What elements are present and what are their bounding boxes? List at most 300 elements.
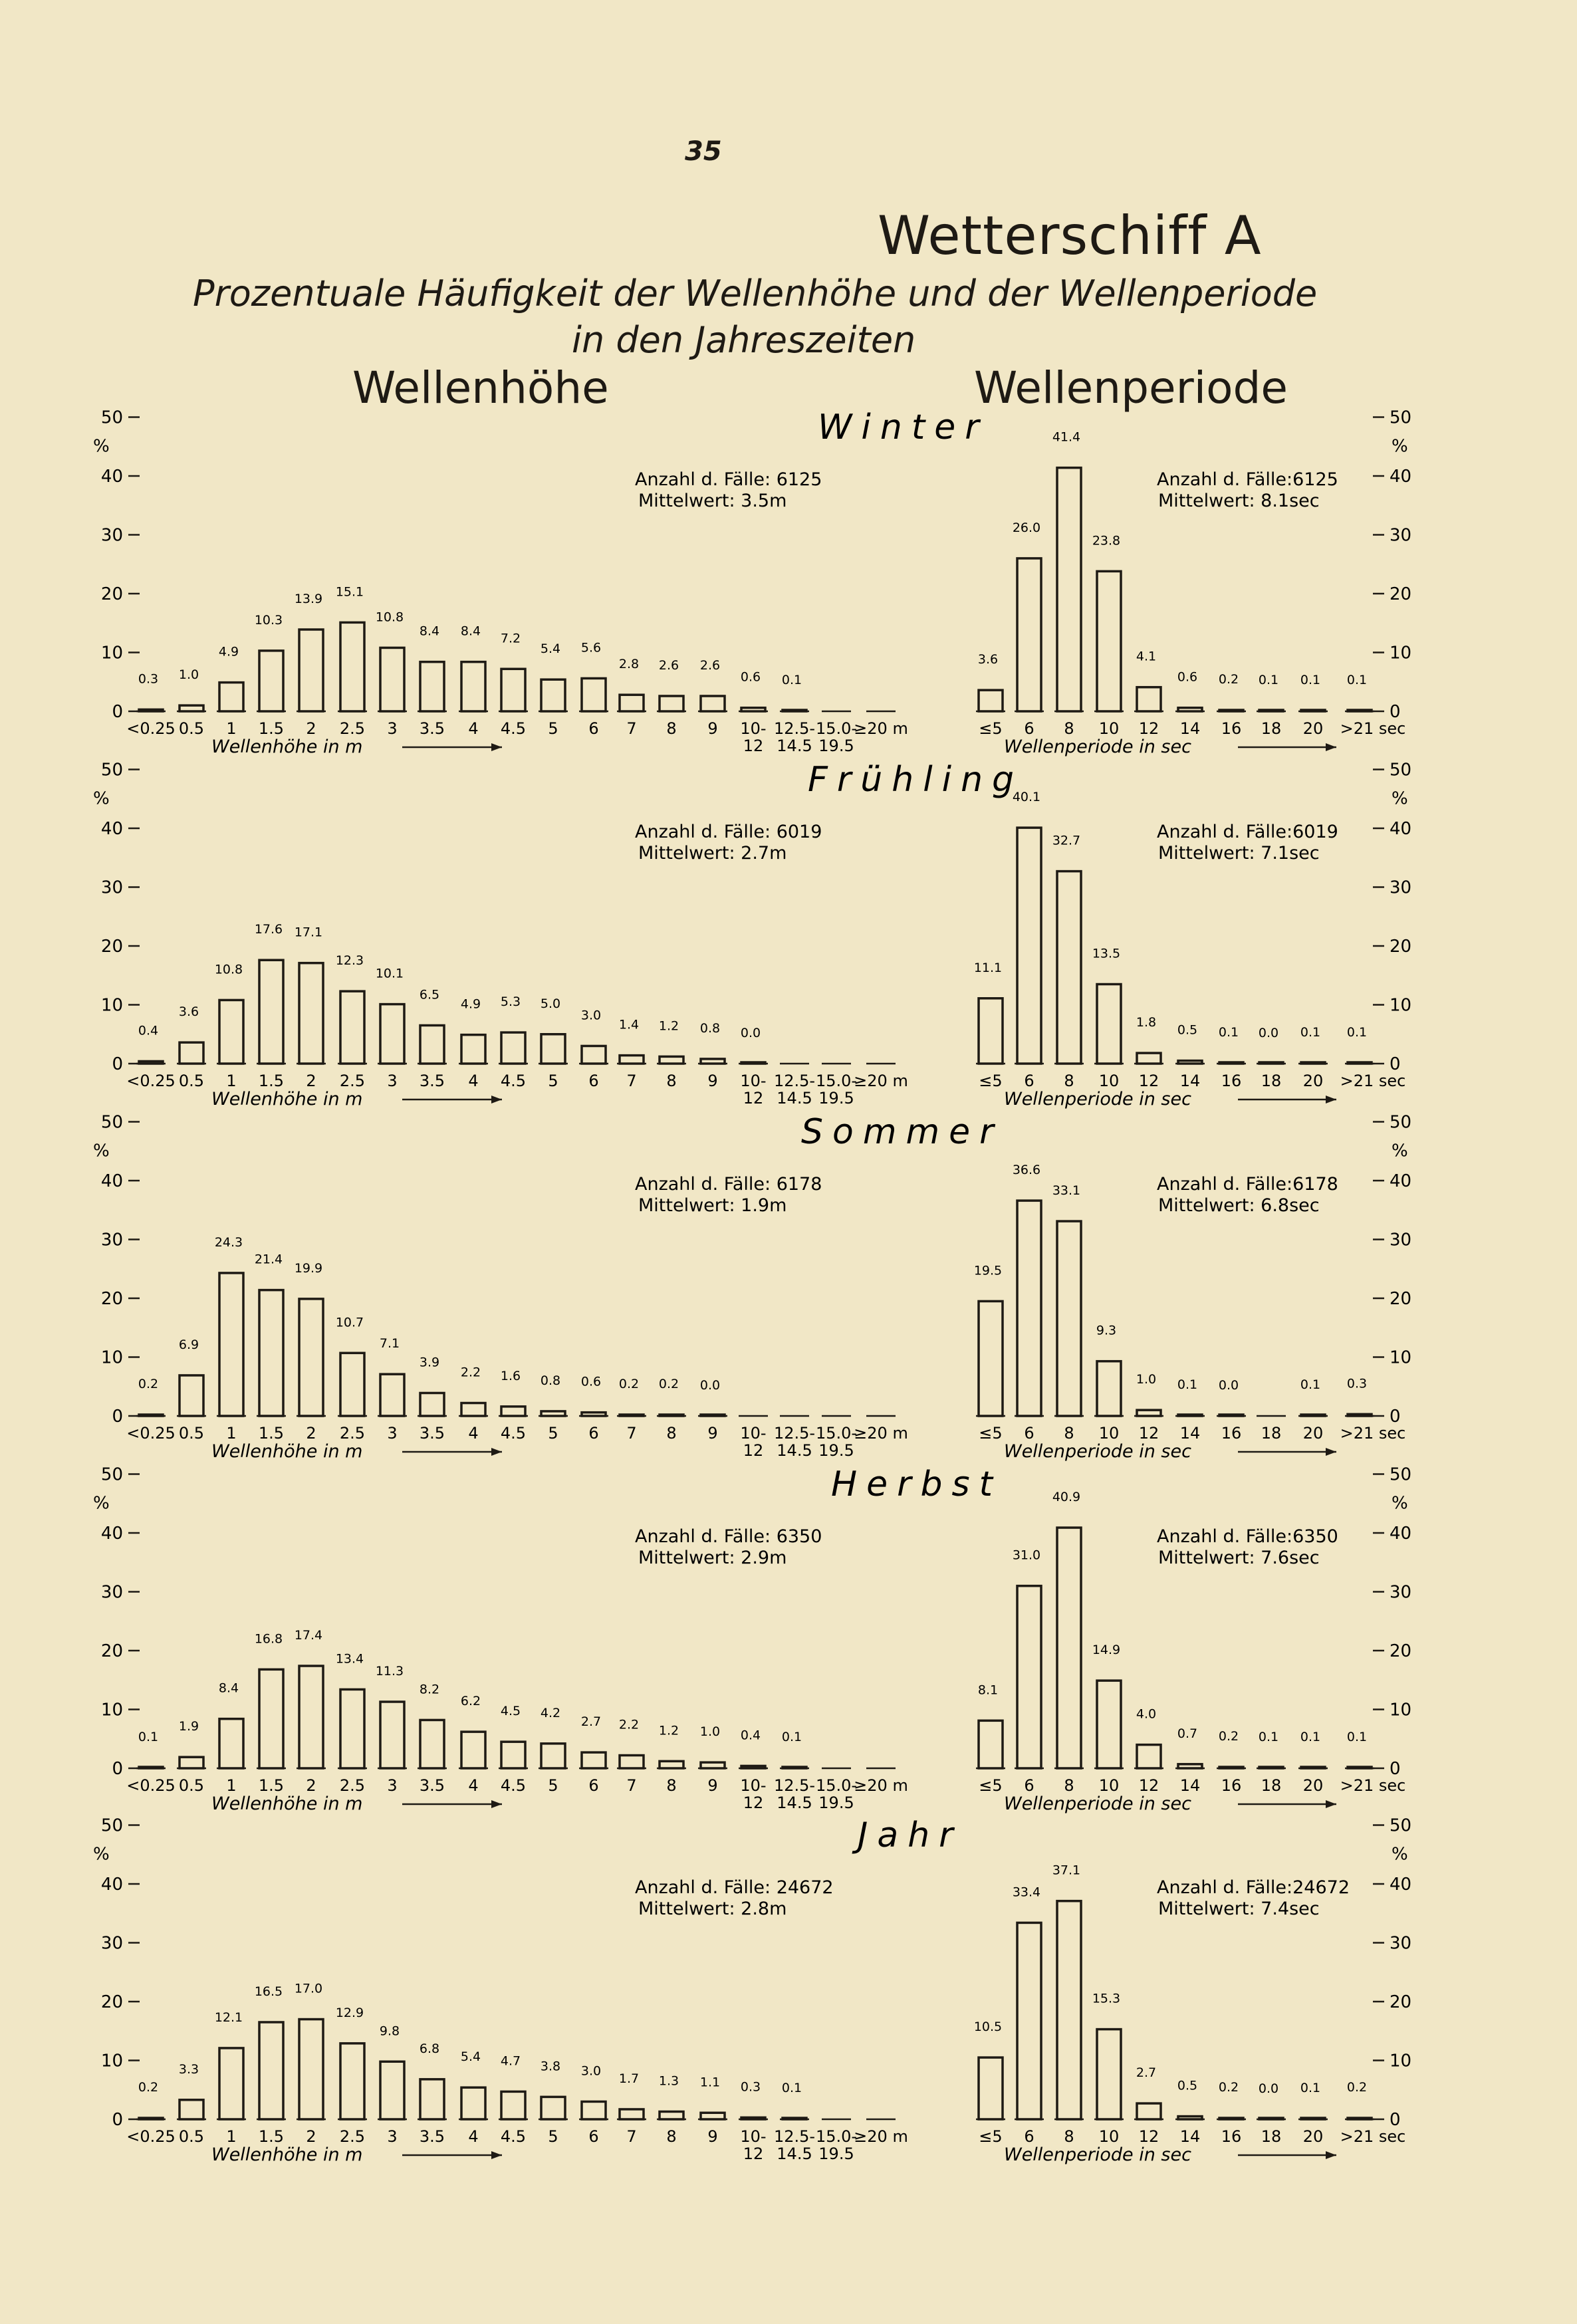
wave-period-value-label: 36.6	[1012, 1163, 1041, 1178]
wave-period-category-label: 10	[1098, 1072, 1120, 1090]
wave-height-category-label: 7	[626, 1424, 637, 1443]
wave-period-value-label: 0.1	[1300, 673, 1321, 688]
wave-height-category-label: 3.5	[419, 1424, 445, 1443]
wave-period-category-label: 20	[1302, 1072, 1324, 1090]
wave-height-category-label: 6	[588, 2127, 599, 2146]
percent-unit-right: %	[1392, 1493, 1408, 1514]
wave-height-bar	[219, 683, 243, 711]
wave-height-category-label: 8	[666, 1424, 677, 1443]
wave-height-value-label: 5.4	[540, 641, 561, 657]
wave-period-bar	[1097, 1681, 1121, 1768]
wave-height-category-label: 5	[548, 1072, 558, 1090]
mean-label-right: Mittelwert: 8.1sec	[1158, 491, 1320, 511]
mean-label-left: Mittelwert: 3.5m	[638, 491, 787, 511]
wave-height-category-label: 9	[707, 719, 718, 738]
wave-height-bar	[501, 669, 525, 711]
wave-period-category-label: 18	[1261, 719, 1282, 738]
wave-height-category-label: 8	[666, 1072, 677, 1090]
wave-height-value-label: 2.2	[618, 1717, 640, 1732]
wave-period-bar	[1137, 1745, 1161, 1768]
wave-period-bar	[1057, 1528, 1081, 1768]
wave-period-value-label: 0.1	[1346, 1025, 1368, 1040]
y-tick-label-left: 30	[100, 1230, 123, 1250]
y-tick-label-right: 20	[1390, 937, 1412, 957]
wave-height-bar	[701, 2113, 725, 2119]
page-title: Wetterschiff A	[878, 205, 1262, 267]
wave-period-category-label: 16	[1221, 1072, 1242, 1090]
wave-height-category-label: 15.0-	[815, 2127, 858, 2146]
x-axis-arrowhead-right	[1326, 1800, 1336, 1808]
percent-unit-right: %	[1392, 1844, 1408, 1865]
wave-height-bar	[620, 1415, 644, 1416]
wave-height-bar	[420, 1393, 444, 1416]
wave-height-axis-title: Wellenhöhe in m	[211, 737, 363, 757]
wave-height-value-label: 1.0	[178, 667, 199, 683]
wave-height-category-label: <0.25	[126, 1424, 176, 1443]
wave-height-bar	[660, 2111, 683, 2119]
wave-height-category-label: 2.5	[339, 2127, 366, 2146]
wave-height-category-label: 7	[626, 2127, 637, 2146]
wave-height-category-label: 4	[468, 1072, 479, 1090]
wave-height-bar	[582, 2101, 606, 2119]
wave-height-value-label: 6.2	[460, 1694, 481, 1709]
subtitle-line-2: in den Jahreszeiten	[572, 319, 916, 361]
season-label: Frühling	[808, 760, 1024, 800]
x-axis-arrowhead-right	[1326, 1448, 1336, 1456]
wave-height-category-label: 1	[226, 1424, 237, 1443]
wave-height-value-label: 12.1	[214, 2010, 243, 2025]
wave-height-category-label: 7	[626, 719, 637, 738]
wave-period-value-label: 8.1	[977, 1683, 999, 1698]
wave-height-category-label: 9	[707, 1072, 718, 1090]
wave-height-category-label: 9	[707, 1424, 718, 1443]
wave-height-value-label: 10.8	[214, 962, 243, 977]
cases-label-right: Anzahl d. Fälle:6350	[1157, 1526, 1338, 1547]
wave-height-category-label: 4	[468, 2127, 479, 2146]
wave-height-category-label: 6	[588, 1776, 599, 1795]
wave-height-bar	[180, 2100, 203, 2119]
x-axis-arrowhead-left	[491, 1096, 502, 1104]
wave-height-category-label: 7	[626, 1776, 637, 1795]
wave-height-category-label: 1.5	[258, 1424, 285, 1443]
wave-period-bar	[979, 2057, 1003, 2119]
wave-height-category-label: 2	[306, 2127, 316, 2146]
wave-height-category-label: 1.5	[258, 2127, 285, 2146]
wave-period-category-label: 14	[1179, 1776, 1201, 1795]
wave-height-category-label: ≥20 m	[854, 1072, 908, 1090]
season-label: Winter	[818, 407, 989, 447]
wave-height-value-label: 8.4	[218, 1681, 239, 1696]
right-column-heading: Wellenperiode	[974, 362, 1288, 413]
wave-height-axis-title: Wellenhöhe in m	[211, 2145, 363, 2165]
percent-unit-right: %	[1392, 436, 1408, 457]
wave-height-bar	[299, 630, 323, 711]
wave-height-value-label: 4.9	[218, 644, 239, 659]
wave-period-bar	[979, 1301, 1003, 1416]
wave-height-bar	[501, 1742, 525, 1768]
wave-period-category-label: 16	[1221, 719, 1242, 738]
wave-period-value-label: 4.1	[1136, 649, 1157, 664]
wave-period-value-label: 4.0	[1136, 1706, 1157, 1722]
wave-period-bar	[1219, 1415, 1243, 1416]
wave-height-category-label: 10-	[740, 1424, 767, 1443]
left-column-heading: Wellenhöhe	[352, 362, 609, 413]
wave-height-value-label: 1.4	[618, 1017, 640, 1032]
wave-period-bar	[1178, 1061, 1202, 1064]
wave-height-category-label: 2.5	[339, 719, 366, 738]
wave-height-category-label: 2.5	[339, 1776, 366, 1795]
wave-height-category-label: 3	[387, 2127, 398, 2146]
x-axis-arrowhead-right	[1326, 2151, 1336, 2159]
wave-height-bar	[701, 1059, 725, 1064]
wave-period-bar	[1097, 2030, 1121, 2119]
wave-height-bar	[741, 1062, 765, 1064]
wave-period-value-label: 1.0	[1136, 1372, 1157, 1387]
wave-height-axis-title: Wellenhöhe in m	[211, 1089, 363, 1109]
wave-period-bar	[1057, 1221, 1081, 1416]
wave-period-value-label: 1.8	[1136, 1015, 1157, 1030]
wave-height-bar	[620, 1756, 644, 1768]
wave-height-value-label: 3.3	[178, 2061, 199, 2077]
wave-height-category-label: 2	[306, 719, 316, 738]
wave-height-bar	[380, 1374, 404, 1416]
y-tick-label-right: 10	[1390, 1700, 1412, 1720]
wave-period-category-label: 16	[1221, 1776, 1242, 1795]
wave-period-category-label: 12	[1138, 1424, 1159, 1443]
wave-period-bar	[1057, 468, 1081, 711]
wave-height-value-label: 2.2	[460, 1365, 481, 1380]
y-tick-label-left: 50	[100, 760, 123, 780]
wave-height-category-label: 14.5	[777, 737, 812, 755]
wave-height-value-label: 0.8	[540, 1373, 561, 1388]
y-tick-label-right: 40	[1390, 1171, 1412, 1191]
wave-height-category-label: 3	[387, 719, 398, 738]
wave-height-bar	[259, 960, 283, 1064]
wave-height-value-label: 0.0	[699, 1378, 721, 1393]
wave-height-category-label: 1.5	[258, 1072, 285, 1090]
wave-period-bar	[1259, 710, 1283, 711]
wave-height-bar	[340, 622, 364, 711]
wave-height-axis-title: Wellenhöhe in m	[211, 1794, 363, 1814]
wave-height-value-label: 4.5	[500, 1704, 521, 1719]
wave-period-category-label: 10	[1098, 1776, 1120, 1795]
y-tick-label-right: 40	[1390, 1875, 1412, 1895]
wave-height-category-label: 4	[468, 1776, 479, 1795]
wave-height-category-label: 3.5	[419, 1072, 445, 1090]
wave-height-value-label: 0.8	[699, 1020, 721, 1036]
wave-period-value-label: 0.0	[1218, 1378, 1239, 1393]
wave-period-category-label: 8	[1064, 2127, 1074, 2146]
wave-height-value-label: 10.3	[254, 612, 283, 628]
wave-height-bar	[340, 991, 364, 1064]
y-tick-label-right: 30	[1390, 1582, 1412, 1603]
wave-period-category-label: 14	[1179, 2127, 1201, 2146]
y-tick-label-right: 20	[1390, 584, 1412, 604]
y-tick-label-right: 30	[1390, 1933, 1412, 1954]
wave-height-value-label: 15.1	[335, 584, 364, 600]
wave-height-bar	[541, 679, 565, 711]
wave-period-bar	[1017, 828, 1041, 1064]
wave-height-bar	[461, 1732, 485, 1768]
wave-height-category-label: 12	[743, 737, 764, 755]
wave-height-value-label: 8.4	[419, 624, 440, 639]
wave-period-value-label: 26.0	[1012, 520, 1041, 535]
wave-height-category-label: 6	[588, 719, 599, 738]
wave-height-value-label: 5.3	[500, 994, 521, 1010]
wave-period-axis-title: Wellenperiode in sec	[1004, 1794, 1191, 1814]
wave-period-category-label: 14	[1179, 719, 1201, 738]
wave-height-bar	[180, 1042, 203, 1064]
wave-height-value-label: 3.0	[580, 2063, 602, 2079]
wave-height-value-label: 0.2	[658, 1377, 679, 1392]
y-tick-label-left: 30	[100, 1933, 123, 1954]
wave-period-value-label: 33.1	[1052, 1183, 1081, 1199]
wave-height-bar	[139, 1767, 163, 1768]
y-tick-label-left: 30	[100, 1582, 123, 1603]
wave-period-value-label: 0.5	[1177, 1022, 1198, 1038]
wave-height-category-label: 12.5-	[773, 1424, 816, 1443]
wave-period-value-label: 14.9	[1092, 1643, 1121, 1658]
wave-height-bar	[741, 2117, 765, 2119]
wave-height-bar	[259, 2022, 283, 2119]
wave-height-value-label: 9.8	[379, 2024, 400, 2039]
wave-period-bar	[1178, 2117, 1202, 2119]
y-tick-label-left: 40	[100, 1875, 123, 1895]
wave-height-value-label: 6.5	[419, 987, 440, 1002]
wave-height-value-label: 4.2	[540, 1705, 561, 1720]
wave-height-category-label: 3.5	[419, 719, 445, 738]
wave-height-category-label: ≥20 m	[854, 1776, 908, 1795]
wave-height-category-label: 7	[626, 1072, 637, 1090]
wave-height-category-label: ≥20 m	[854, 719, 908, 738]
wave-height-bar	[420, 1025, 444, 1064]
wave-period-bar	[1219, 2118, 1243, 2119]
percent-unit-left: %	[93, 1844, 110, 1865]
wave-period-category-label: >21 sec	[1340, 1424, 1406, 1443]
wave-period-bar	[1348, 2118, 1372, 2119]
wave-period-value-label: 40.1	[1012, 790, 1041, 805]
wave-height-value-label: 0.4	[740, 1728, 761, 1743]
wave-height-value-label: 1.2	[658, 1723, 679, 1738]
wave-height-value-label: 4.9	[460, 996, 481, 1012]
wave-height-bar	[660, 1415, 683, 1416]
wave-height-category-label: 14.5	[777, 1441, 812, 1460]
wave-height-category-label: 2.5	[339, 1072, 366, 1090]
wave-period-category-label: 10	[1098, 719, 1120, 738]
season-label: Herbst	[831, 1464, 1002, 1504]
wave-height-bar	[180, 1375, 203, 1416]
x-axis-arrowhead-left	[491, 743, 502, 751]
wave-height-bar	[660, 1761, 683, 1768]
wave-height-category-label: 0.5	[178, 2127, 205, 2146]
wave-height-value-label: 16.8	[254, 1631, 283, 1647]
wave-period-category-label: 6	[1024, 2127, 1034, 2146]
wave-period-category-label: 14	[1179, 1424, 1201, 1443]
wave-period-bar	[1017, 1922, 1041, 2119]
wave-period-bar	[1017, 1201, 1041, 1416]
wave-period-value-label: 32.7	[1052, 833, 1081, 848]
wave-period-value-label: 15.3	[1092, 1991, 1121, 2006]
wave-height-value-label: 21.4	[254, 1252, 283, 1267]
y-tick-label-left: 50	[100, 1464, 123, 1485]
wave-period-value-label: 0.5	[1177, 2078, 1198, 2093]
wave-height-bar	[340, 1689, 364, 1768]
wave-height-bar	[259, 1290, 283, 1416]
wave-height-category-label: 14.5	[777, 1089, 812, 1107]
wave-height-value-label: 0.6	[580, 1374, 602, 1389]
wave-period-bar	[1178, 708, 1202, 711]
wave-period-value-label: 0.1	[1177, 1377, 1198, 1393]
wave-height-value-label: 0.6	[740, 669, 761, 685]
wave-period-category-label: 16	[1221, 2127, 1242, 2146]
wave-height-value-label: 3.0	[580, 1008, 602, 1023]
wave-period-category-label: 8	[1064, 1424, 1074, 1443]
x-axis-arrowhead-right	[1326, 1096, 1336, 1104]
wave-height-category-label: 1	[226, 1776, 237, 1795]
wave-height-value-label: 0.3	[740, 2079, 761, 2095]
wave-height-category-label: ≥20 m	[854, 1424, 908, 1443]
wave-period-bar	[1301, 1767, 1325, 1768]
wave-height-category-label: 1.5	[258, 719, 285, 738]
wave-height-category-label: 3	[387, 1776, 398, 1795]
wave-height-category-label: 1.5	[258, 1776, 285, 1795]
wave-period-category-label: 16	[1221, 1424, 1242, 1443]
y-tick-label-left: 20	[100, 1641, 123, 1661]
wave-height-bar	[741, 708, 765, 711]
wave-height-category-label: 19.5	[818, 1794, 854, 1812]
wave-height-bar	[420, 662, 444, 711]
wave-height-category-label: 14.5	[777, 1794, 812, 1812]
y-tick-label-left: 20	[100, 1289, 123, 1309]
wave-period-bar	[1097, 985, 1121, 1064]
wave-height-category-label: 2	[306, 1776, 316, 1795]
wave-period-bar	[1259, 1062, 1283, 1064]
wave-height-value-label: 16.5	[254, 1984, 283, 1999]
y-tick-label-right: 10	[1390, 1347, 1412, 1368]
wave-height-category-label: 6	[588, 1424, 599, 1443]
wave-period-axis-title: Wellenperiode in sec	[1004, 2145, 1191, 2165]
wave-height-value-label: 2.8	[618, 657, 640, 672]
wave-height-value-label: 17.6	[254, 922, 283, 937]
wave-height-value-label: 12.3	[335, 953, 364, 969]
cases-label-left: Anzahl d. Fälle: 24672	[635, 1877, 834, 1898]
wave-height-bar	[259, 651, 283, 711]
wave-period-bar	[1348, 1062, 1372, 1064]
wave-height-category-label: 12	[743, 1441, 764, 1460]
wave-height-category-label: 15.0-	[815, 719, 858, 738]
mean-label-left: Mittelwert: 2.7m	[638, 843, 787, 864]
wave-height-bar	[461, 1403, 485, 1416]
y-tick-label-left: 0	[112, 2110, 123, 2130]
wave-period-category-label: 6	[1024, 719, 1034, 738]
wave-period-category-label: 6	[1024, 1776, 1034, 1795]
wave-height-bar	[741, 1766, 765, 1768]
cases-label-right: Anzahl d. Fälle:6178	[1157, 1174, 1338, 1195]
y-tick-label-right: 40	[1390, 467, 1412, 487]
wave-period-bar	[1348, 1767, 1372, 1768]
wave-period-axis-title: Wellenperiode in sec	[1004, 1089, 1191, 1109]
wave-height-axis-title: Wellenhöhe in m	[211, 1441, 363, 1462]
wave-period-bar	[1137, 2103, 1161, 2119]
wave-height-bar	[620, 1056, 644, 1064]
wave-height-value-label: 0.4	[138, 1023, 159, 1038]
wave-height-bar	[139, 2118, 163, 2119]
subtitle-line-1: Prozentuale Häufigkeit der Wellenhöhe und der Wellenperiode	[193, 273, 1318, 314]
wave-height-bar	[461, 662, 485, 711]
wave-height-bar	[660, 1056, 683, 1064]
cases-label-right: Anzahl d. Fälle:6125	[1157, 469, 1338, 490]
wave-period-category-label: 20	[1302, 1424, 1324, 1443]
wave-height-category-label: 19.5	[818, 737, 854, 755]
y-tick-label-left: 50	[100, 1112, 123, 1133]
wave-height-value-label: 10.1	[375, 966, 404, 981]
wave-period-category-label: 8	[1064, 719, 1074, 738]
wave-height-value-label: 4.7	[500, 2053, 521, 2069]
season-label: Sommer	[801, 1112, 1003, 1152]
y-tick-label-right: 0	[1390, 2110, 1401, 2130]
wave-height-bar	[783, 1767, 806, 1768]
wave-height-bar	[541, 2097, 565, 2119]
wave-period-category-label: 8	[1064, 1776, 1074, 1795]
wave-period-value-label: 2.7	[1136, 2065, 1157, 2081]
percent-unit-right: %	[1392, 1141, 1408, 1161]
cases-label-right: Anzahl d. Fälle:6019	[1157, 822, 1338, 842]
percent-unit-left: %	[93, 1493, 110, 1514]
wave-height-bar	[420, 1720, 444, 1768]
wave-period-bar	[1057, 872, 1081, 1064]
wave-height-value-label: 0.1	[781, 1730, 802, 1745]
wave-period-category-label: 12	[1138, 719, 1159, 738]
cases-label-left: Anzahl d. Fälle: 6350	[635, 1526, 822, 1547]
wave-period-value-label: 0.1	[1258, 1730, 1279, 1745]
mean-label-right: Mittelwert: 7.1sec	[1158, 843, 1320, 864]
wave-period-bar	[1259, 2118, 1283, 2119]
wave-period-category-label: 18	[1261, 1424, 1282, 1443]
wave-period-bar	[1137, 1053, 1161, 1064]
wave-period-value-label: 0.6	[1177, 669, 1198, 685]
wave-height-bar	[219, 1273, 243, 1416]
wave-height-value-label: 7.1	[379, 1336, 400, 1351]
wave-period-category-label: 20	[1302, 719, 1324, 738]
wave-period-bar	[979, 1720, 1003, 1768]
wave-height-category-label: 5	[548, 1776, 558, 1795]
wave-height-category-label: 12	[743, 2145, 764, 2163]
wave-height-value-label: 13.4	[335, 1651, 364, 1667]
wave-height-value-label: 1.9	[178, 1719, 199, 1734]
y-tick-label-right: 0	[1390, 1759, 1401, 1779]
percent-unit-left: %	[93, 788, 110, 809]
y-tick-label-right: 0	[1390, 702, 1401, 722]
wave-height-value-label: 2.6	[699, 657, 721, 673]
wave-height-bar	[461, 2087, 485, 2119]
wave-height-category-label: 0.5	[178, 1776, 205, 1795]
wave-period-value-label: 0.2	[1218, 1729, 1239, 1744]
y-tick-label-left: 30	[100, 525, 123, 546]
y-tick-label-right: 20	[1390, 1992, 1412, 2012]
y-tick-label-left: 0	[112, 1407, 123, 1427]
cases-label-left: Anzahl d. Fälle: 6125	[635, 469, 822, 490]
wave-height-value-label: 0.0	[740, 1026, 761, 1040]
wave-period-value-label: 0.1	[1300, 1025, 1321, 1040]
y-tick-label-left: 10	[100, 1347, 123, 1368]
wave-period-value-label: 0.2	[1218, 2080, 1239, 2095]
y-tick-label-left: 20	[100, 584, 123, 604]
wave-period-bar	[1219, 1062, 1243, 1064]
wave-period-bar	[1348, 1414, 1372, 1416]
wave-height-value-label: 0.3	[138, 671, 159, 687]
y-tick-label-right: 30	[1390, 877, 1412, 898]
wave-height-category-label: 4	[468, 719, 479, 738]
